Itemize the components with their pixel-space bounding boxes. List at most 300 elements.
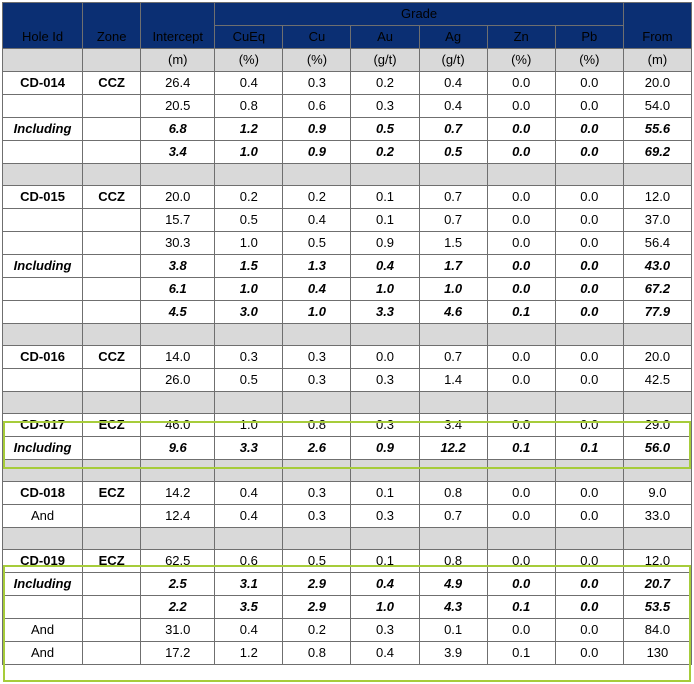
spacer-cell [419,164,487,186]
col-header-from: From [623,3,691,49]
cueq-cell: 3.1 [215,573,283,596]
zn-cell: 0.0 [487,186,555,209]
intercept-cell: 3.8 [141,255,215,278]
unit-cell [3,49,83,72]
intercept-cell: 15.7 [141,209,215,232]
ag-cell: 0.7 [419,118,487,141]
spacer-cell [487,528,555,550]
au-cell: 0.3 [351,505,419,528]
pb-cell: 0.0 [555,414,623,437]
table-row [3,573,692,596]
au-cell: 0.4 [351,642,419,665]
cueq-cell: 0.5 [215,209,283,232]
zn-cell: 0.1 [487,596,555,619]
ag-cell: 0.4 [419,72,487,95]
spacer-cell [623,460,691,482]
spacer-cell [283,324,351,346]
from-cell: 12.0 [623,550,691,573]
unit-cell: (%) [283,49,351,72]
hole-id-cell [3,301,83,324]
table-row [3,642,692,665]
zn-cell: 0.1 [487,437,555,460]
zone-cell: ECZ [83,550,141,573]
pb-cell: 0.0 [555,550,623,573]
intercept-cell: 14.0 [141,346,215,369]
pb-cell: 0.0 [555,278,623,301]
table-row [3,414,692,437]
zn-cell: 0.0 [487,369,555,392]
ag-cell: 0.5 [419,141,487,164]
unit-cell: (g/t) [351,49,419,72]
spacer-cell [623,392,691,414]
from-cell: 53.5 [623,596,691,619]
spacer-cell [83,528,141,550]
ag-cell: 1.4 [419,369,487,392]
spacer-cell [351,460,419,482]
zone-cell [83,369,141,392]
pb-cell: 0.1 [555,437,623,460]
spacer-cell [419,460,487,482]
cueq-cell: 1.2 [215,642,283,665]
au-cell: 0.3 [351,369,419,392]
spacer-row [3,324,692,346]
units-row [3,49,692,72]
zn-cell: 0.0 [487,414,555,437]
zone-cell [83,95,141,118]
pb-cell: 0.0 [555,482,623,505]
unit-cell: (m) [141,49,215,72]
assay-results-table [2,2,692,665]
spacer-cell [283,392,351,414]
zone-cell [83,642,141,665]
spacer-cell [83,460,141,482]
cueq-cell: 0.8 [215,95,283,118]
au-cell: 0.4 [351,255,419,278]
au-cell: 0.1 [351,482,419,505]
au-cell: 0.4 [351,573,419,596]
spacer-cell [3,528,83,550]
table-row [3,596,692,619]
col-header-zone: Zone [83,3,141,49]
hole-id-cell: Including [3,118,83,141]
cueq-cell: 0.6 [215,550,283,573]
zn-cell: 0.0 [487,95,555,118]
unit-cell: (m) [623,49,691,72]
pb-cell: 0.0 [555,619,623,642]
zone-cell [83,619,141,642]
spacer-cell [487,460,555,482]
spacer-cell [83,164,141,186]
table-row [3,141,692,164]
from-cell: 33.0 [623,505,691,528]
cu-cell: 0.4 [283,278,351,301]
au-cell: 0.1 [351,186,419,209]
intercept-cell: 20.0 [141,186,215,209]
pb-cell: 0.0 [555,186,623,209]
from-cell: 29.0 [623,414,691,437]
spacer-cell [141,460,215,482]
au-cell: 0.1 [351,209,419,232]
au-cell: 0.3 [351,619,419,642]
from-cell: 77.9 [623,301,691,324]
zn-cell: 0.0 [487,482,555,505]
spacer-cell [215,528,283,550]
intercept-cell: 31.0 [141,619,215,642]
cu-cell: 2.9 [283,573,351,596]
cu-cell: 0.6 [283,95,351,118]
cu-cell: 0.2 [283,186,351,209]
intercept-cell: 3.4 [141,141,215,164]
pb-cell: 0.0 [555,596,623,619]
ag-cell: 0.8 [419,482,487,505]
spacer-cell [141,324,215,346]
from-cell: 56.4 [623,232,691,255]
cu-cell: 0.3 [283,346,351,369]
spacer-cell [351,528,419,550]
table-row [3,232,692,255]
hole-id-cell: CD-015 [3,186,83,209]
zone-cell [83,118,141,141]
spacer-row [3,164,692,186]
table-row [3,255,692,278]
zn-cell: 0.0 [487,619,555,642]
from-cell: 12.0 [623,186,691,209]
intercept-cell: 20.5 [141,95,215,118]
zone-cell: CCZ [83,72,141,95]
from-cell: 43.0 [623,255,691,278]
pb-cell: 0.0 [555,642,623,665]
table-row [3,118,692,141]
spacer-cell [215,324,283,346]
intercept-cell: 62.5 [141,550,215,573]
zone-cell [83,255,141,278]
zn-cell: 0.1 [487,301,555,324]
zone-cell: ECZ [83,482,141,505]
ag-cell: 4.9 [419,573,487,596]
zn-cell: 0.0 [487,141,555,164]
spacer-cell [555,324,623,346]
intercept-cell: 9.6 [141,437,215,460]
ag-cell: 0.7 [419,346,487,369]
spacer-cell [3,324,83,346]
table-row [3,482,692,505]
zone-cell [83,278,141,301]
hole-id-cell: And [3,505,83,528]
intercept-cell: 14.2 [141,482,215,505]
cueq-cell: 0.4 [215,482,283,505]
pb-cell: 0.0 [555,573,623,596]
intercept-cell: 4.5 [141,301,215,324]
cueq-cell: 3.5 [215,596,283,619]
spacer-cell [351,164,419,186]
cueq-cell: 0.4 [215,619,283,642]
ag-cell: 3.9 [419,642,487,665]
from-cell: 20.0 [623,346,691,369]
zone-cell [83,573,141,596]
intercept-cell: 2.2 [141,596,215,619]
zone-cell [83,596,141,619]
ag-cell: 0.4 [419,95,487,118]
au-cell: 0.5 [351,118,419,141]
cu-cell: 0.3 [283,482,351,505]
col-header-cu: Cu [283,26,351,49]
zn-cell: 0.0 [487,118,555,141]
cu-cell: 2.6 [283,437,351,460]
spacer-cell [487,164,555,186]
au-cell: 3.3 [351,301,419,324]
table-row [3,505,692,528]
cu-cell: 0.3 [283,72,351,95]
spacer-cell [351,392,419,414]
hole-id-cell: CD-017 [3,414,83,437]
cu-cell: 0.9 [283,118,351,141]
ag-cell: 1.0 [419,278,487,301]
zn-cell: 0.0 [487,346,555,369]
zn-cell: 0.0 [487,573,555,596]
cueq-cell: 1.0 [215,141,283,164]
cueq-cell: 0.4 [215,72,283,95]
from-cell: 20.0 [623,72,691,95]
pb-cell: 0.0 [555,232,623,255]
cueq-cell: 0.2 [215,186,283,209]
au-cell: 0.1 [351,550,419,573]
intercept-cell: 26.0 [141,369,215,392]
cu-cell: 1.0 [283,301,351,324]
au-cell: 1.0 [351,596,419,619]
intercept-cell: 12.4 [141,505,215,528]
spacer-row [3,392,692,414]
cu-cell: 0.5 [283,232,351,255]
ag-cell: 0.7 [419,209,487,232]
zone-cell [83,437,141,460]
hole-id-cell: Including [3,437,83,460]
unit-cell: (%) [555,49,623,72]
zn-cell: 0.1 [487,642,555,665]
intercept-cell: 26.4 [141,72,215,95]
spacer-cell [3,392,83,414]
spacer-cell [283,528,351,550]
pb-cell: 0.0 [555,346,623,369]
pb-cell: 0.0 [555,209,623,232]
zone-cell: CCZ [83,186,141,209]
pb-cell: 0.0 [555,255,623,278]
zone-cell [83,505,141,528]
zone-cell [83,301,141,324]
table-row [3,346,692,369]
cueq-cell: 1.2 [215,118,283,141]
ag-cell: 1.5 [419,232,487,255]
spacer-cell [487,392,555,414]
spacer-cell [141,392,215,414]
table-row [3,437,692,460]
spacer-cell [283,164,351,186]
zn-cell: 0.0 [487,550,555,573]
pb-cell: 0.0 [555,369,623,392]
col-header-ag: Ag [419,26,487,49]
ag-cell: 0.7 [419,505,487,528]
hole-id-cell [3,209,83,232]
cueq-cell: 0.4 [215,505,283,528]
hole-id-cell: CD-019 [3,550,83,573]
pb-cell: 0.0 [555,505,623,528]
zone-cell: CCZ [83,346,141,369]
pb-cell: 0.0 [555,141,623,164]
spacer-cell [215,164,283,186]
from-cell: 37.0 [623,209,691,232]
from-cell: 84.0 [623,619,691,642]
hole-id-cell: CD-014 [3,72,83,95]
spacer-cell [555,164,623,186]
zn-cell: 0.0 [487,255,555,278]
cueq-cell: 1.0 [215,232,283,255]
au-cell: 0.0 [351,346,419,369]
spacer-cell [487,324,555,346]
spacer-cell [83,392,141,414]
ag-cell: 4.3 [419,596,487,619]
hole-id-cell [3,369,83,392]
pb-cell: 0.0 [555,301,623,324]
ag-cell: 0.7 [419,186,487,209]
pb-cell: 0.0 [555,95,623,118]
hole-id-cell [3,596,83,619]
pb-cell: 0.0 [555,118,623,141]
from-cell: 9.0 [623,482,691,505]
spacer-cell [283,460,351,482]
cueq-cell: 3.0 [215,301,283,324]
from-cell: 42.5 [623,369,691,392]
ag-cell: 3.4 [419,414,487,437]
ag-cell: 12.2 [419,437,487,460]
au-cell: 0.3 [351,95,419,118]
spacer-cell [215,460,283,482]
ag-cell: 4.6 [419,301,487,324]
hole-id-cell: Including [3,255,83,278]
table-row [3,209,692,232]
cu-cell: 0.9 [283,141,351,164]
au-cell: 0.2 [351,72,419,95]
cueq-cell: 1.0 [215,278,283,301]
col-header-intercept: Intercept [141,3,215,49]
spacer-cell [555,460,623,482]
intercept-cell: 17.2 [141,642,215,665]
spacer-cell [555,392,623,414]
table-row [3,301,692,324]
au-cell: 0.2 [351,141,419,164]
cueq-cell: 0.3 [215,346,283,369]
col-header-grade-group: Grade [215,3,624,26]
cu-cell: 0.8 [283,642,351,665]
cu-cell: 0.4 [283,209,351,232]
zn-cell: 0.0 [487,72,555,95]
cu-cell: 1.3 [283,255,351,278]
zn-cell: 0.0 [487,278,555,301]
spacer-cell [141,164,215,186]
col-header-au: Au [351,26,419,49]
zone-cell [83,209,141,232]
table-row [3,95,692,118]
from-cell: 56.0 [623,437,691,460]
zn-cell: 0.0 [487,232,555,255]
unit-cell: (%) [215,49,283,72]
col-header-hole-id: Hole Id [3,3,83,49]
intercept-cell: 46.0 [141,414,215,437]
hole-id-cell: CD-016 [3,346,83,369]
intercept-cell: 30.3 [141,232,215,255]
hole-id-cell: And [3,619,83,642]
zn-cell: 0.0 [487,505,555,528]
spacer-row [3,460,692,482]
cu-cell: 0.8 [283,414,351,437]
hole-id-cell: CD-018 [3,482,83,505]
spacer-cell [215,392,283,414]
header-row-top [3,3,692,26]
spacer-cell [3,164,83,186]
spacer-cell [623,324,691,346]
hole-id-cell [3,141,83,164]
spacer-cell [623,528,691,550]
spacer-cell [419,324,487,346]
unit-cell: (g/t) [419,49,487,72]
au-cell: 0.9 [351,437,419,460]
cu-cell: 0.5 [283,550,351,573]
table-row [3,186,692,209]
cu-cell: 0.3 [283,505,351,528]
unit-cell [83,49,141,72]
from-cell: 130 [623,642,691,665]
table-row [3,369,692,392]
col-header-cueq: CuEq [215,26,283,49]
ag-cell: 0.8 [419,550,487,573]
cueq-cell: 3.3 [215,437,283,460]
cueq-cell: 1.5 [215,255,283,278]
table-row [3,72,692,95]
from-cell: 54.0 [623,95,691,118]
spacer-cell [555,528,623,550]
hole-id-cell [3,95,83,118]
hole-id-cell [3,278,83,301]
ag-cell: 1.7 [419,255,487,278]
cu-cell: 0.2 [283,619,351,642]
col-header-zn: Zn [487,26,555,49]
cu-cell: 0.3 [283,369,351,392]
hole-id-cell: Including [3,573,83,596]
from-cell: 67.2 [623,278,691,301]
au-cell: 1.0 [351,278,419,301]
intercept-cell: 6.1 [141,278,215,301]
intercept-cell: 2.5 [141,573,215,596]
zone-cell: ECZ [83,414,141,437]
table-row [3,550,692,573]
spacer-row [3,528,692,550]
spacer-cell [419,392,487,414]
spacer-cell [83,324,141,346]
spacer-cell [351,324,419,346]
from-cell: 55.6 [623,118,691,141]
table-row [3,278,692,301]
cueq-cell: 1.0 [215,414,283,437]
cueq-cell: 0.5 [215,369,283,392]
zone-cell [83,141,141,164]
spacer-cell [623,164,691,186]
col-header-pb: Pb [555,26,623,49]
pb-cell: 0.0 [555,72,623,95]
hole-id-cell: And [3,642,83,665]
au-cell: 0.9 [351,232,419,255]
hole-id-cell [3,232,83,255]
intercept-cell: 6.8 [141,118,215,141]
spacer-cell [3,460,83,482]
from-cell: 69.2 [623,141,691,164]
